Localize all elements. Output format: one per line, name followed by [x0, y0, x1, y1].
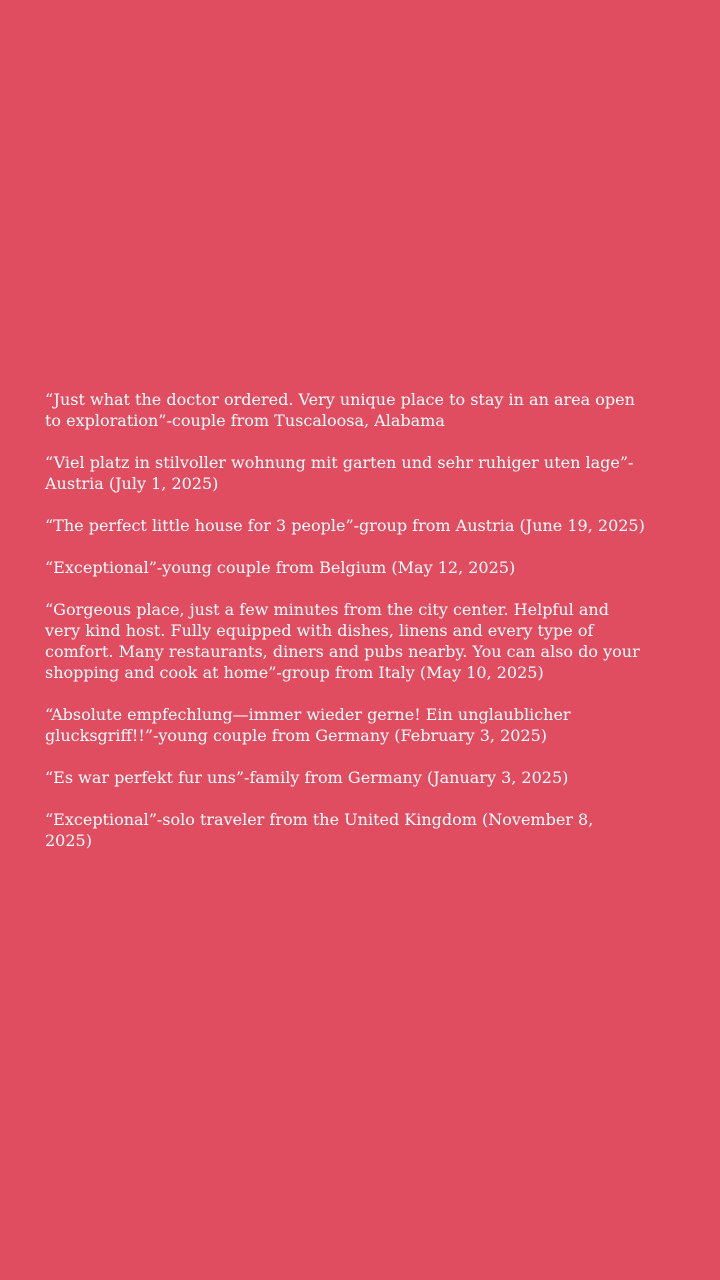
review-item: “Absolute empfechlung—immer wieder gerne! Ein unglaublicher glucksgriff!!”-young couple from Germany (February 3, 2025) [45, 705, 571, 745]
reviews-list [45, 389, 645, 851]
review-item: “Viel platz in stilvoller wohnung mit garten und sehr ruhiger uten lage”-Austria (July 1, 2025) [45, 453, 634, 493]
review-item: “Exceptional”-solo traveler from the United Kingdom (November 8, 2025) [45, 810, 594, 850]
review-item: “The perfect little house for 3 people”-group from Austria (June 19, 2025) [45, 516, 645, 535]
review-item: “Es war perfekt fur uns”-family from Germany (January 3, 2025) [45, 768, 569, 787]
review-item: “Gorgeous place, just a few minutes from the city center. Helpful and very kind host. Fully equipped with dishes, linens and every type of comfort. Many restaurants, diners and pubs nearby. You can also do your shopping and cook at home”-group from Italy (May 10, 2025) [45, 600, 640, 682]
review-item: “Just what the doctor ordered. Very unique place to stay in an area open to exploration”-couple from Tuscaloosa, Alabama [45, 390, 635, 430]
review-item: “Exceptional”-young couple from Belgium (May 12, 2025) [45, 558, 516, 577]
